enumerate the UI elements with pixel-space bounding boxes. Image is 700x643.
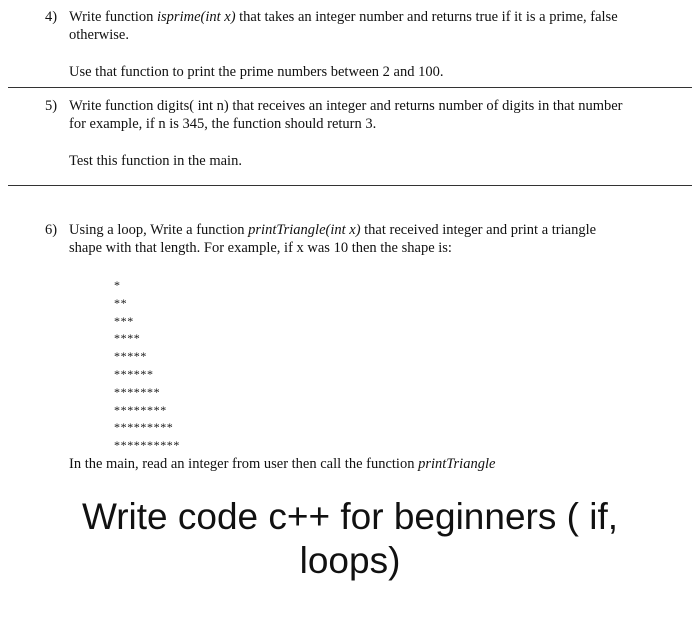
question-text-continued: otherwise.: [69, 27, 129, 43]
triangle-row: *******: [114, 384, 161, 399]
question-number: 5): [45, 98, 58, 114]
triangle-row: **********: [114, 438, 180, 453]
triangle-row: *: [114, 278, 121, 292]
question-instruction: Use that function to print the prime numbers between 2 and 100.: [69, 64, 444, 80]
question-instruction: [69, 455, 685, 473]
divider: [8, 87, 692, 88]
triangle-row: *********: [114, 420, 174, 435]
request-caption: [0, 495, 700, 583]
triangle-row: **: [114, 295, 128, 310]
question-number: 4): [45, 9, 58, 25]
triangle-row: *****: [114, 349, 147, 364]
function-name: isprime(int x): [157, 9, 236, 25]
question-6: [45, 221, 685, 257]
question-text: [69, 8, 685, 26]
function-name: printTriangle(int x): [248, 222, 361, 238]
star-triangle: [114, 277, 180, 455]
question-text-continued: for example, if n is 345, the function should return 3.: [69, 116, 377, 132]
question-5: [45, 97, 685, 170]
request-caption-line: Write code c++ for beginners ( if,: [81, 496, 619, 537]
question-text: Write function digits( int n) that receives an integer and returns number of digits in that number: [69, 98, 623, 114]
question-4: [45, 8, 685, 81]
question-number: 6): [45, 222, 58, 238]
text-segment: Using a loop, Write a function: [69, 222, 249, 238]
text-segment: In the main, read an integer from user then call the function: [69, 456, 419, 472]
triangle-row: ***: [114, 313, 134, 328]
question-text-continued: shape with that length. For example, if x was 10 then the shape is:: [69, 240, 452, 256]
request-caption-line: loops): [299, 540, 401, 581]
triangle-row: ****: [114, 331, 141, 346]
question-6-final: [45, 455, 685, 473]
question-text: [69, 221, 685, 239]
triangle-row: ******: [114, 366, 154, 381]
text-segment: that takes an integer number and returns true if it is a prime, false: [235, 9, 618, 25]
function-name: printTriangle: [418, 456, 496, 472]
text-segment: Write function: [69, 9, 157, 25]
text-segment: that received integer and print a triangle: [360, 222, 597, 238]
divider: [8, 185, 692, 186]
question-instruction: Test this function in the main.: [69, 153, 242, 169]
triangle-row: ********: [114, 402, 167, 417]
